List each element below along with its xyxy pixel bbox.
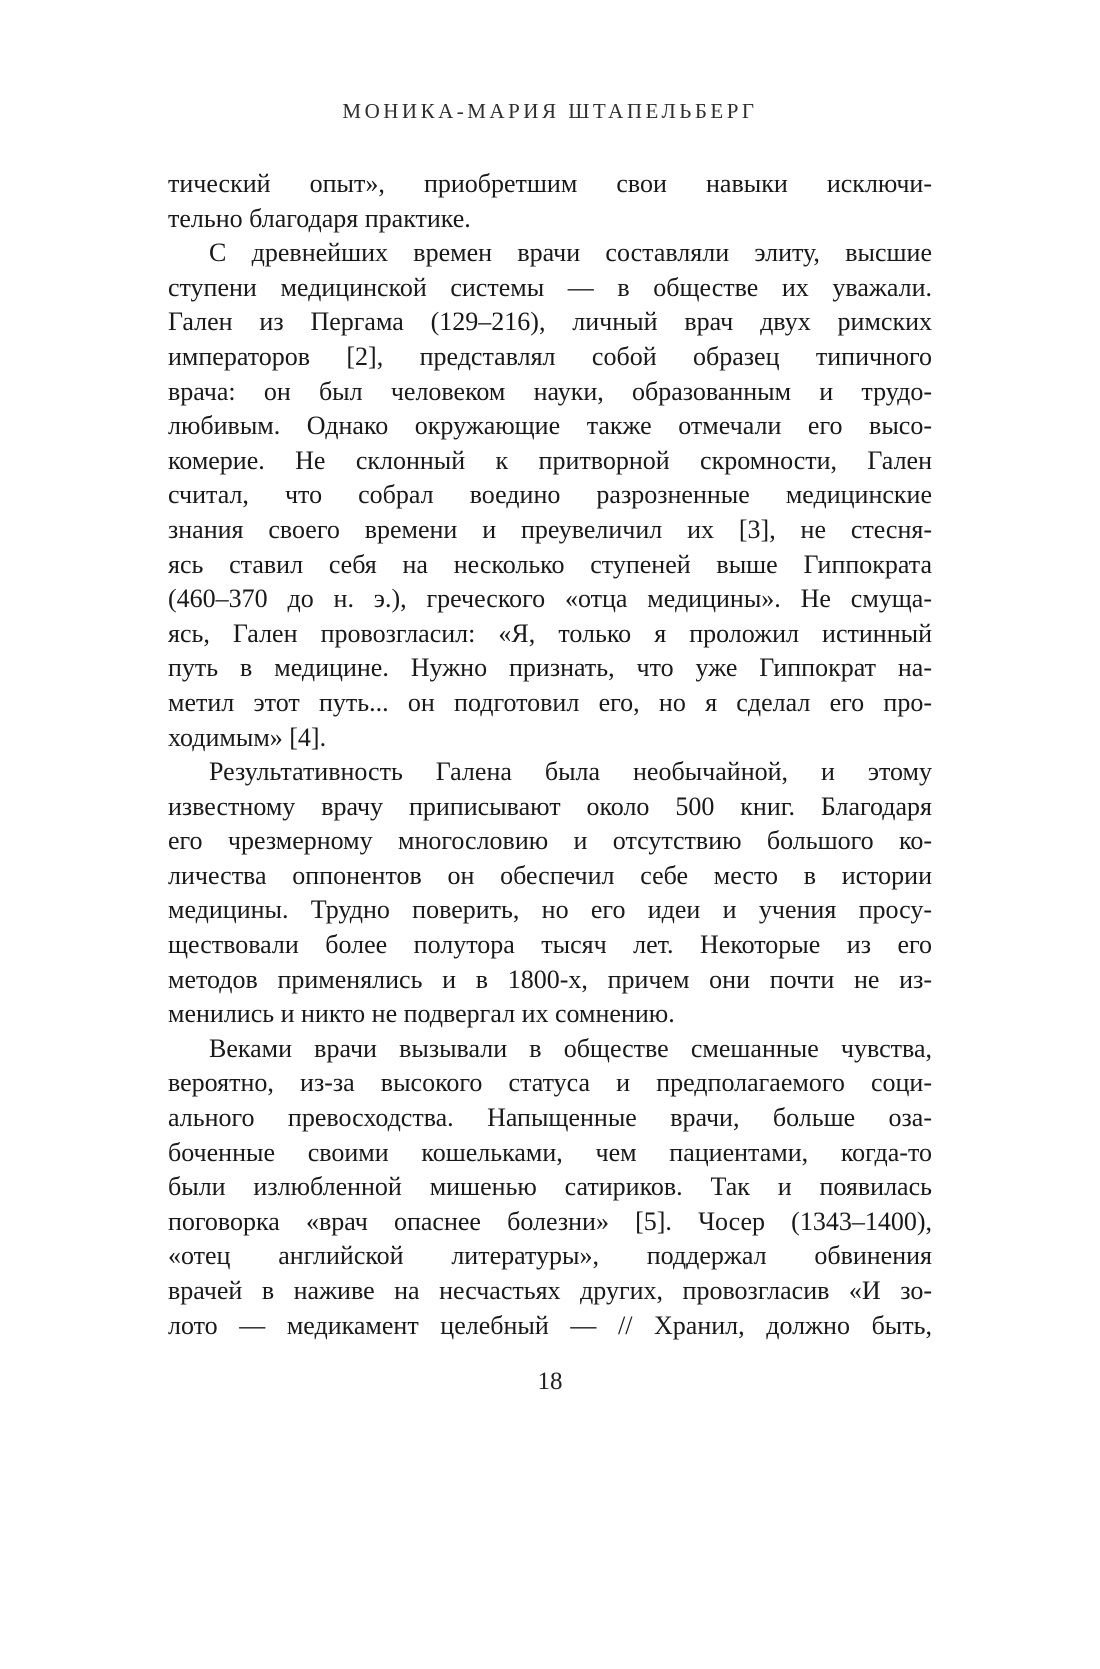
text-line: (460–370 до н. э.), греческого «отца медицины». Не смуща- (168, 584, 932, 614)
text-line: ясь, Гален провозгласил: «Я, только я проложил истинный (168, 618, 932, 648)
text-line: любивым. Однако окружающие также отмечали его высо- (168, 411, 932, 441)
text-line: ясь ставил себя на несколько ступеней выше Гиппократа (168, 549, 932, 579)
text-line: тический опыт», приобретшим свои навыки исключи- (168, 169, 932, 198)
text-line: были излюбленной мишенью сатириков. Так и появилась (168, 1172, 932, 1202)
text-line: императоров [2], представлял собой образец типичного (168, 341, 932, 371)
text-line: медицины. Трудно поверить, но его идеи и учения просу- (168, 895, 932, 925)
text-line: лото — медикамент целебный — // Хранил, должно быть, (168, 1310, 932, 1340)
text-line: поговорка «врач опаснее болезни» [5]. Чосер (1343–1400), (168, 1206, 932, 1236)
text-line: ходимым» [4]. (168, 722, 327, 752)
text-line: С древнейших времен врачи составляли элиту, высшие (209, 238, 932, 268)
text-line: методов применялись и в 1800-х, причем они почти не из- (168, 964, 932, 994)
text-line: знания своего времени и преувеличил их [3], не стесня- (168, 514, 932, 544)
text-line: известному врачу приписывают около 500 книг. Благодаря (168, 791, 932, 821)
text-line: врача: он был человеком науки, образованным и трудо- (168, 376, 932, 406)
text-line: тельно благодаря практике. (168, 203, 471, 233)
text-line: менились и никто не подвергал их сомнению. (168, 999, 675, 1029)
text-line: вероятно, из-за высокого статуса и предполагаемого соци- (168, 1068, 932, 1098)
text-line: Веками врачи вызывали в обществе смешанные чувства, (209, 1033, 932, 1063)
text-line: ществовали более полутора тысяч лет. Некоторые из его (168, 930, 932, 960)
text-line: Гален из Пергама (129–216), личный врач двух римских (168, 307, 932, 337)
text-line: врачей в наживе на несчастьях других, провозгласив «И зо- (168, 1276, 932, 1305)
text-line: ступени медицинской системы — в обществе их уважали. (168, 272, 932, 302)
text-line: его чрезмерному многословию и отсутствию большого ко- (168, 826, 932, 856)
text-line: считал, что собрал воедино разрозненные медицинские (168, 480, 932, 510)
text-line: боченные своими кошельками, чем пациентами, когда-то (168, 1137, 932, 1167)
text-line: метил этот путь... он подготовил его, но я сделал его про- (168, 687, 932, 717)
text-line: Результативность Галена была необычайной, и этому (209, 757, 932, 787)
body-text-block (168, 167, 932, 1343)
page-number: 18 (537, 1368, 563, 1395)
text-line: путь в медицине. Нужно признать, что уже Гиппократ на- (168, 653, 932, 683)
text-line: личества оппонентов он обеспечил себе место в истории (168, 860, 932, 890)
running-head: МОНИКА-МАРИЯ ШТАПЕЛЬБЕРГ (342, 99, 758, 123)
text-line: ального превосходства. Напыщенные врачи, больше оза- (168, 1103, 932, 1133)
text-line: комерие. Не склонный к притворной скромности, Гален (168, 445, 932, 475)
text-line: «отец английской литературы», поддержал обвинения (168, 1241, 932, 1271)
